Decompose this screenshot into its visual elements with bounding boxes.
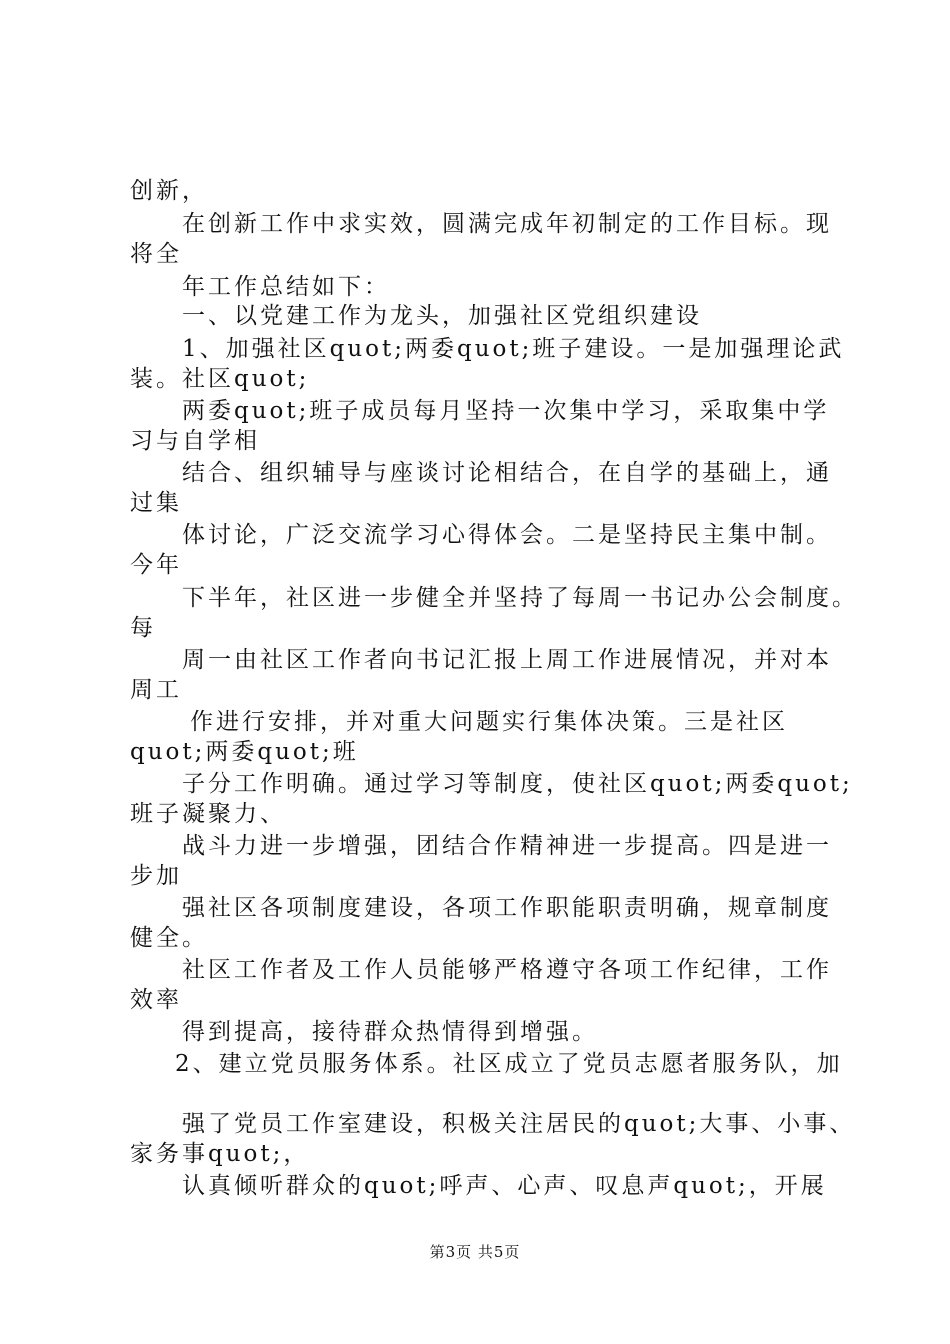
text-line: 周工 <box>130 677 182 703</box>
text-line: 每 <box>130 615 156 641</box>
text-line: 创新， <box>130 178 208 204</box>
text-line: 强了党员工作室建设，积极关注居民的quot;大事、小事、 <box>182 1111 856 1137</box>
text-line: 结合、组织辅导与座谈讨论相结合，在自学的基础上，通 <box>182 460 832 486</box>
page-number: 第3页 共5页 <box>429 1243 521 1261</box>
text-line: 社区工作者及工作人员能够严格遵守各项工作纪律，工作 <box>182 957 832 983</box>
text-line: 认真倾听群众的quot;呼声、心声、叹息声quot;，开展 <box>182 1173 827 1199</box>
text-line: 两委quot;班子成员每月坚持一次集中学习，采取集中学 <box>182 398 830 424</box>
text-line: 装。社区quot; <box>130 366 310 392</box>
text-line: 家务事quot;， <box>130 1141 310 1167</box>
text-line: 周一由社区工作者向书记汇报上周工作进展情况，并对本 <box>182 647 832 673</box>
text-line: 子分工作明确。通过学习等制度，使社区quot;两委quot; <box>182 771 853 797</box>
text-line: 过集 <box>130 490 182 516</box>
text-line: 得到提高，接待群众热情得到增强。 <box>182 1019 598 1045</box>
text-line: 1、加强社区quot;两委quot;班子建设。一是加强理论武 <box>182 336 845 362</box>
text-line: 年工作总结如下： <box>182 274 390 300</box>
text-line: 今年 <box>130 552 182 578</box>
text-line: 强社区各项制度建设，各项工作职能职责明确，规章制度 <box>182 895 832 921</box>
text-line: 步加 <box>130 863 182 889</box>
page-footer <box>0 1241 950 1262</box>
section-heading: 一、以党建工作为龙头，加强社区党组织建设 <box>182 303 702 329</box>
text-line: 下半年，社区进一步健全并坚持了每周一书记办公会制度。 <box>182 585 858 611</box>
text-line: 班子凝聚力、 <box>130 801 286 827</box>
text-line: 效率 <box>130 987 182 1013</box>
text-line: 战斗力进一步增强，团结合作精神进一步提高。四是进一 <box>182 833 832 859</box>
text-line: quot;两委quot;班 <box>130 739 359 765</box>
text-line: 将全 <box>130 241 182 267</box>
text-line: 健全。 <box>130 925 208 951</box>
text-line: 2、建立党员服务体系。社区成立了党员志愿者服务队，加 <box>175 1051 843 1077</box>
text-line: 作进行安排，并对重大问题实行集体决策。三是社区 <box>190 709 788 735</box>
text-line: 在创新工作中求实效，圆满完成年初制定的工作目标。现 <box>182 211 832 237</box>
text-line: 体讨论，广泛交流学习心得体会。二是坚持民主集中制。 <box>182 522 832 548</box>
text-line: 习与自学相 <box>130 428 260 454</box>
